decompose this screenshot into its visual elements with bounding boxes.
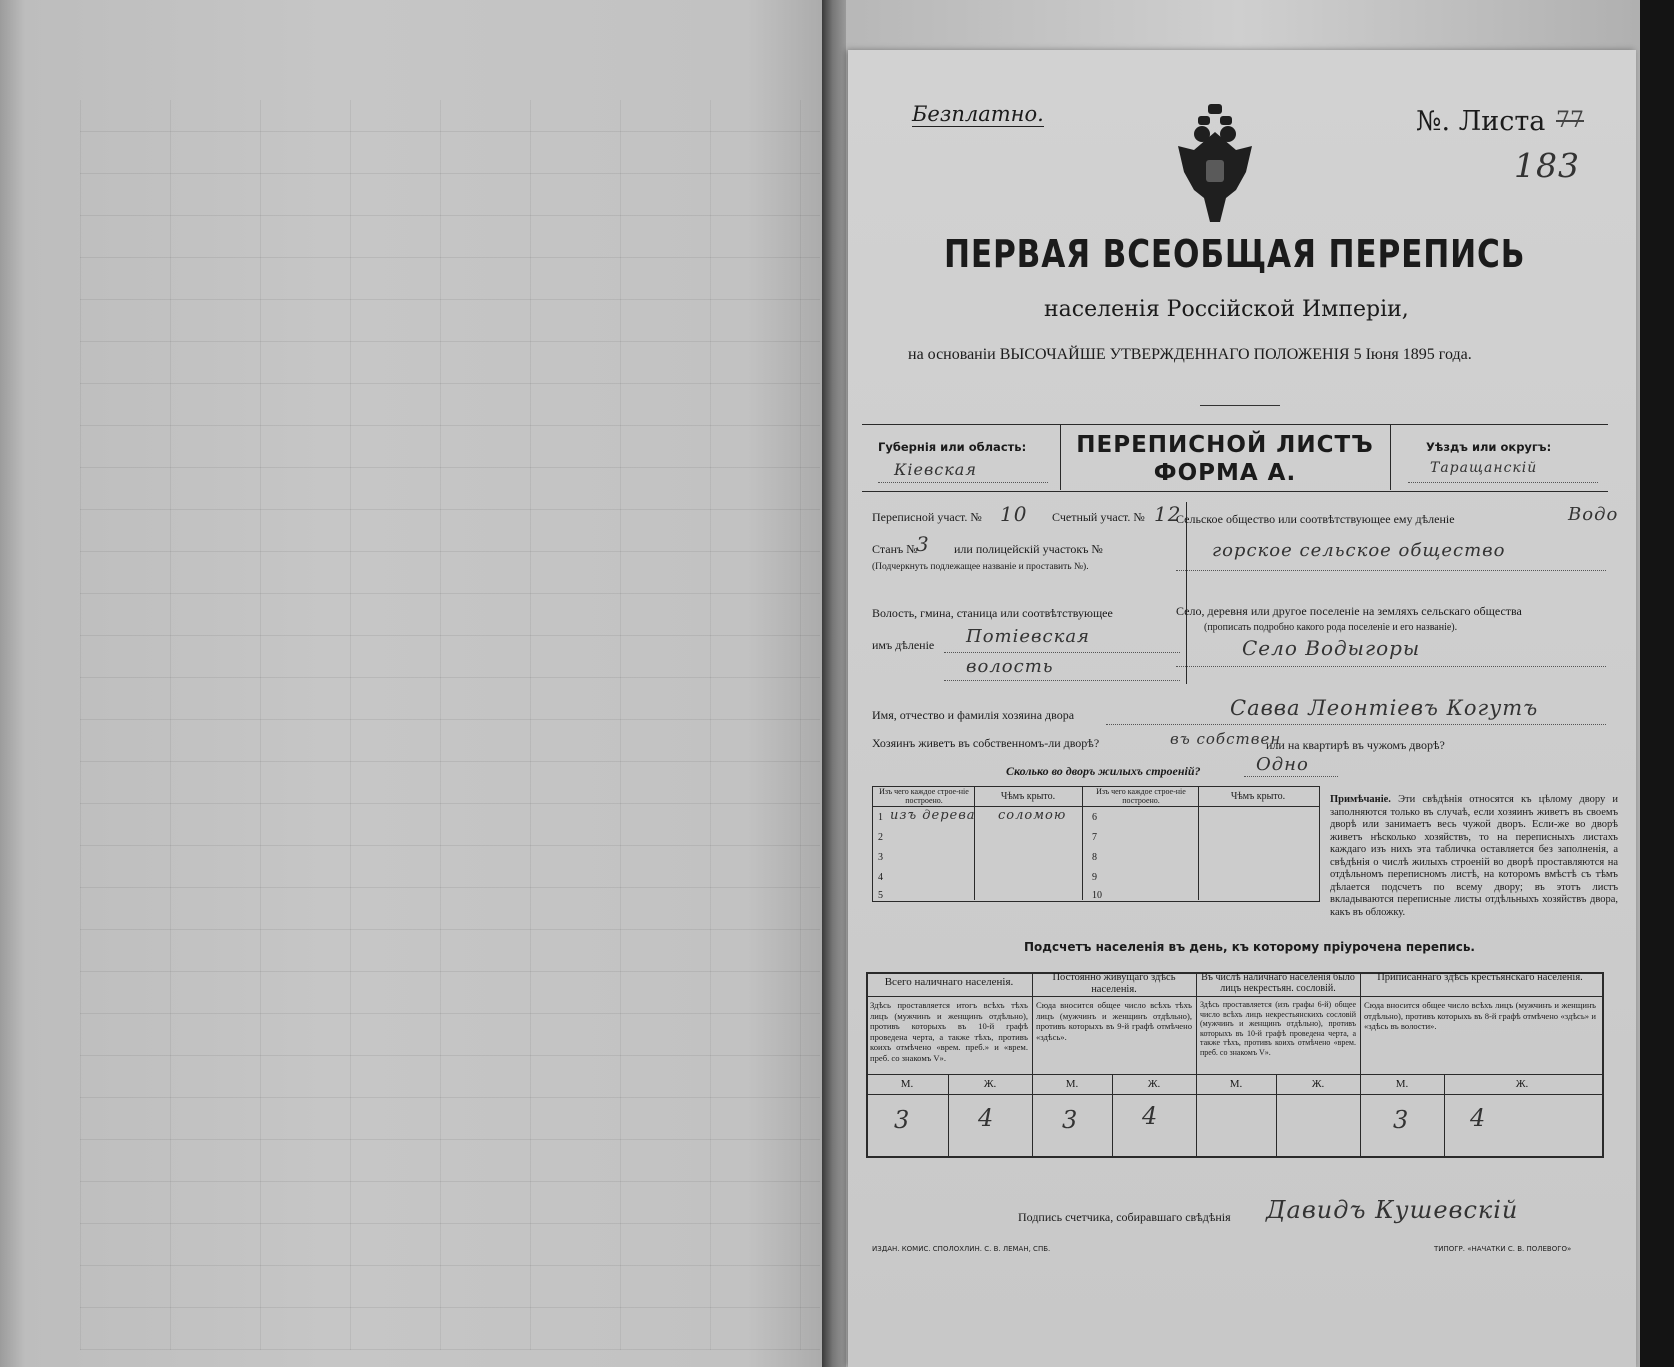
note-text: Эти свѣдѣнія относятся къ цѣлому двору и заполняются только въ случаѣ, если хозяинъ живетъ въ своемъ дворѣ или занимаетъ весь чужой дворъ. Если-же во дворѣ живетъ нѣсколько хозяйствъ, то на переписныхъ листахъ каждаго изъ нихъ эта табличка оставляется без заполненія, а свѣдѣнія о числѣ жилыхъ строеній во дворѣ проставляются на отдѣльномъ переписномъ листѣ, на которомъ вмѣстѣ съ тѣмъ дѣлается подсчетъ по всему двору; въ этотъ листъ вкладываются переписные листы отдѣльныхъ хозяйствъ двора, какъ въ обложку. [1330,794,1619,918]
m-label: М. [1229,1078,1243,1090]
sheet-number-handwritten: 183 [1514,146,1580,185]
village-note: (прописать подробно какого рода поселеніе и его названіе). [1204,622,1458,633]
lives-value: въ собствен [1170,730,1282,748]
buildings-label: Сколько во дворъ жилыхъ строеній? [1006,764,1201,778]
buildings-value: Одно [1256,754,1309,775]
census-form-page [848,50,1636,1367]
volost-value-1: Потіевская [966,626,1090,647]
signature-label: Подпись счетчика, собиравшаго свѣдѣнія [1018,1210,1231,1224]
population-heading: Подсчетъ населенія въ день, къ которому пріурочена перепись. [1024,940,1475,954]
book-gutter [822,0,846,1367]
count-section-label: Счетный участ. № [1052,510,1145,524]
pop-col-4-title: Приписаннаго здѣсь крестьянскаго населенія. [1377,972,1583,983]
volost-label-2: имъ дѣленіе [872,638,935,652]
society-value-1: Водо [1568,504,1619,525]
resident-male-count: 3 [1062,1106,1078,1134]
m-label: М. [900,1078,914,1090]
census-section-value: 10 [1000,502,1028,526]
row-number: 3 [878,852,883,863]
society-underline [1176,570,1606,571]
m-label: М. [1395,1078,1409,1090]
form-title-line2: ФОРМА А. [1153,460,1297,486]
col-material-right: Изъ чего каждое строе-ніе построено. [1096,787,1186,805]
province-label: Губернія или область: [878,440,1027,454]
lives-label-2: или на квартирѣ въ чужомъ дворѣ? [1266,738,1445,752]
registered-female-count: 4 [1470,1104,1486,1132]
present-male-count: 3 [894,1106,910,1134]
left-page-blank [0,0,830,1367]
present-female-count: 4 [978,1104,994,1132]
pop-col-3-desc: Здѣсь проставляется (изъ графы 6-й) общее число всѣхъ лицъ некрестьянскихъ сословій (мужчинъ и женщинъ отдѣльно), противъ которыхъ въ 10-й графѣ проведена черта, а также тѣхъ, противъ коихъ отмѣчено «врем. преб. со знакомъ V». [1200,1000,1356,1057]
f-label: Ж. [1311,1078,1325,1090]
note-block [1330,794,1618,919]
row-number: 10 [1092,890,1102,901]
village-label: Село, деревня или другое поселеніе на земляхъ сельскаго общества [1176,604,1522,618]
ornament-divider [1200,405,1280,406]
sheet-number-printed: 77 [1556,108,1584,133]
census-subtitle: населенія Россійской Имперіи, [1044,297,1409,322]
lives-label-1: Хозяинъ живетъ въ собственномъ-ли дворѣ? [872,736,1100,750]
underline-note: (Подчеркнуть подлежащее названіе и проставить №). [872,562,1089,572]
sheet-number-label: №. Листа [1416,106,1546,137]
f-label: Ж. [1147,1078,1161,1090]
census-section-label: Переписной участ. № [872,510,982,524]
enumerator-signature: Давидъ Кушевскій [1266,1196,1519,1224]
pop-col-1-title: Всего наличнаго населенія. [884,976,1014,988]
row-number: 8 [1092,852,1097,863]
form-title-line1: ПЕРЕПИСНОЙ ЛИСТЪ [1076,432,1374,458]
pop-col-2-desc: Сюда вносится общее число всѣхъ тѣхъ лицъ (мужчинъ и женщинъ отдѣльно), противъ которыхъ въ 9-й графѣ отмѣчено «здѣсь». [1036,1000,1192,1042]
owner-underline [1106,724,1606,725]
col-divider [1082,786,1083,900]
col-divider [974,786,975,900]
province-underline [878,482,1048,483]
col-divider [1198,786,1199,900]
volost-underline-1 [944,652,1180,653]
f-label: Ж. [983,1078,997,1090]
col-material-left: Изъ чего каждое строе-ніе построено. [879,787,969,805]
mf-rule [866,1094,1602,1095]
pop-col-1-desc: Здѣсь проставляется итогъ всѣхъ тѣхъ лицъ (мужчинъ и женщинъ отдѣльно), противъ которыхъ въ 10-й графѣ проведена черта, а также тѣхъ, противъ коихъ отмѣчено «врем. преб.» и «врем. преб. со знакомъ V». [870,1000,1028,1063]
village-underline [1176,666,1606,667]
desc-rule [866,1074,1602,1075]
district-label: Уѣздъ или округъ: [1426,440,1552,454]
society-value-2: горское сельское общество [1212,540,1506,561]
pop-col-4-desc: Сюда вносится общее число всѣхъ лицъ (мужчинъ и женщинъ отдѣльно), противъ которыхъ въ 8-й графѣ отмѣчено «здѣсь» и «здѣсь въ волости». [1364,1000,1596,1031]
col-roof-left: Чѣмъ крыто. [1000,791,1056,802]
col-divider [1360,972,1361,1156]
owner-value: Савва Леонтіевъ Когутъ [1230,696,1539,720]
m-label: М. [1065,1078,1079,1090]
free-label: Безплатно. [912,102,1044,126]
district-value: Таращанскій [1430,460,1538,476]
buildings-underline [1244,776,1338,777]
count-section-value: 12 [1154,502,1182,526]
publisher-imprint: ИЗДАН. КОМИС. СПОЛОХЛИН. С. В. ЛЕМАН, СПБ. [872,1245,1051,1253]
double-headed-eagle-emblem [1176,102,1254,230]
volost-value-2: волость [966,656,1054,677]
registered-male-count: 3 [1393,1106,1409,1134]
title-rule [866,996,1602,997]
divider [1390,424,1391,490]
row-number: 1 [878,812,883,823]
row-number: 7 [1092,832,1097,843]
note-head: Примѣчаніе. [1330,794,1391,805]
province-value: Кіевская [894,460,977,479]
divider [1186,502,1187,684]
col-divider [1032,972,1033,1156]
row-number: 5 [878,890,883,901]
f-label: Ж. [1515,1078,1529,1090]
stan-label: Станъ № [872,542,918,556]
col-roof-right: Чѣмъ крыто. [1230,791,1286,802]
owner-label: Имя, отчество и фамилія хозяина двора [872,708,1075,722]
row-number: 6 [1092,812,1097,823]
header-rule [872,806,1320,807]
village-value: Село Водыгоры [1242,636,1421,660]
row-number: 4 [878,872,883,883]
census-title: ПЕРВАЯ ВСЕОБЩАЯ ПЕРЕПИСЬ [944,232,1526,276]
row-number: 2 [878,832,883,843]
society-label: Сельское общество или соотвѣтствующее ему дѣленіе [1176,512,1455,526]
census-legal-basis: на основаніи ВЫСОЧАЙШЕ УТВЕРЖДЕННАГО ПОЛОЖЕНІЯ 5 Іюня 1895 года. [908,346,1472,363]
row-number: 9 [1092,872,1097,883]
resident-female-count: 4 [1142,1102,1158,1130]
police-station-label: или полицейскій участокъ № [954,542,1103,556]
faint-bleedthrough-grid [80,100,820,1350]
stan-value: 3 [916,532,930,556]
pop-col-3-title: Въ числѣ наличнаго населенія было лицъ некрестьян. сословій. [1201,972,1355,994]
pop-col-2-title: Постоянно живущаго здѣсь населенія. [1052,972,1176,995]
building-roof: соломою [998,808,1067,823]
printer-imprint: ТИПОГР. «НАЧАТКИ С. В. ПОЛЕВОГО» [1434,1245,1572,1253]
col-divider [1196,972,1197,1156]
volost-underline-2 [944,680,1180,681]
volost-label-1: Волость, гмина, станица или соотвѣтствующее [872,606,1113,620]
district-underline [1408,482,1598,483]
building-material: изъ дерева [890,808,976,823]
